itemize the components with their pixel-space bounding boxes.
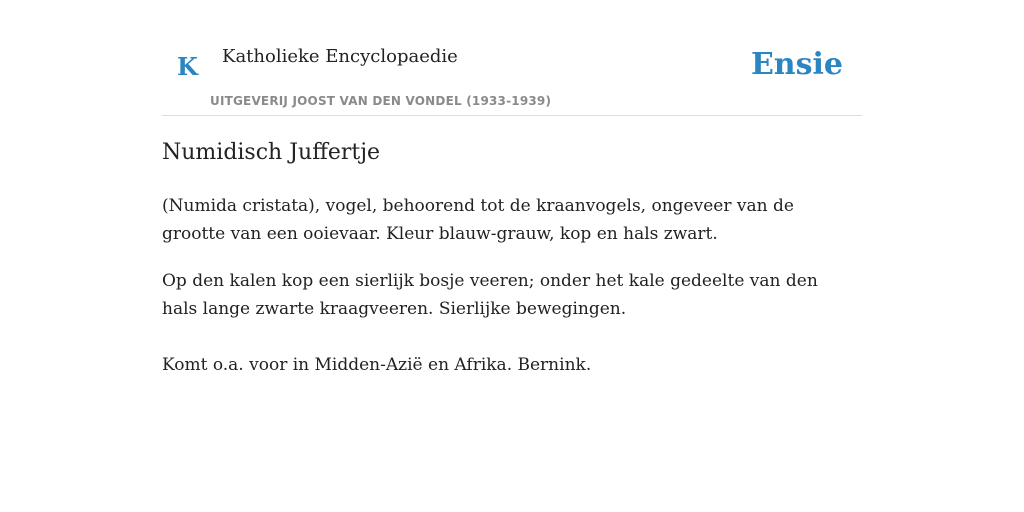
article-paragraph: Op den kalen kop een sierlijk bosje veeren; onder het kale gedeelte van den hals lange zwarte kraagveeren. Sierlijke bewegingen. bbox=[162, 271, 818, 319]
publisher-label: UITGEVERIJ JOOST VAN DEN VONDEL (1933-1939) bbox=[210, 94, 552, 108]
encyclopedia-title-link[interactable]: Katholieke Encyclopaedie bbox=[222, 46, 458, 67]
ensie-brand-link[interactable]: Ensie bbox=[750, 47, 843, 82]
article-title: Numidisch Juffertje bbox=[162, 140, 381, 165]
encyclopedia-logo-icon[interactable]: K bbox=[177, 52, 198, 81]
article-paragraph: (Numida cristata), vogel, behoorend tot de kraanvogels, ongeveer van de grootte van een ooievaar. Kleur blauw-grauw, kop en hals zwart. bbox=[162, 196, 794, 244]
site-header bbox=[162, 0, 862, 116]
page-container bbox=[162, 0, 862, 375]
article-paragraph: Komt o.a. voor in Midden-Azië en Afrika. Bernink. bbox=[162, 355, 592, 375]
